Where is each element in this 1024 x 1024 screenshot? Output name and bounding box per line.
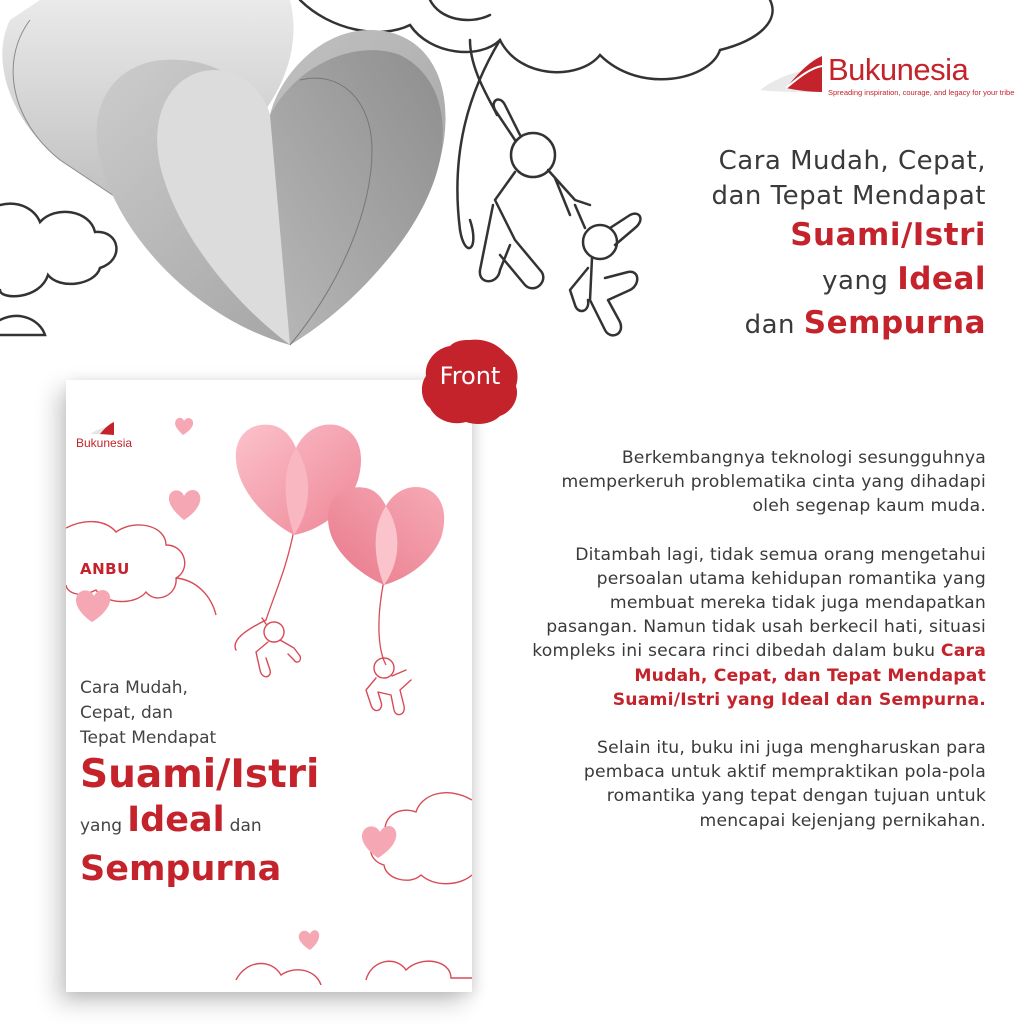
pink-heart-right-icon [362,826,396,858]
headline-yang: yang [822,266,898,296]
book-title-line-3: Tepat Mendapat [80,728,217,748]
book-logo-icon [88,420,116,436]
description-paragraph-2-text: Ditambah lagi, tidak semua orang mengetahui persoalan utama kehidupan romantika yang membuat mereka tidak juga mendapatkan pasangan. Namun tidak usah berkecil hati, situasi kompleks ini secara rinci dibedah dalam buku [532,544,986,662]
book-title-ideal: Ideal [127,800,225,840]
headline-line-1: Cara Mudah, Cepat, [718,146,986,176]
bukunesia-logo-icon [756,48,826,96]
headline-sempurna: Sempurna [803,305,986,341]
description-paragraph-2 [526,543,986,712]
headline [586,144,986,346]
book-description [526,446,986,857]
headline-line-5 [586,302,986,346]
description-paragraph-1: Berkembangnya teknologi sesungguhnya memperkeruh problematika cinta yang dihadapi oleh segenap kaum muda. [561,448,986,517]
pink-heart-left-icon [76,590,110,622]
cloud-outline-left [0,204,116,335]
headline-dan: dan [744,310,804,340]
book-title [80,676,319,891]
book-title-line-5 [80,799,319,847]
book-title-yang: yang [80,816,123,836]
pink-heart-small-icon [169,490,200,520]
book-title-line-1: Cara Mudah, [80,678,188,698]
book-author: ANBU [80,560,130,578]
brand-name: Bukunesia [828,52,969,87]
headline-ideal: Ideal [897,261,986,297]
brand-tagline: Spreading inspiration, courage, and legacy for your tribe [828,88,1015,97]
pink-heart-tiny-icon [175,418,193,435]
description-book-title-highlight: Cara Mudah, Cepat, dan Tepat Mendapat Suami/Istri yang Ideal dan Sempurna. [612,641,986,710]
book-title-suami-istri: Suami/Istri [80,752,320,797]
headline-suami-istri: Suami/Istri [790,217,986,253]
brand-logo [756,48,1015,108]
description-paragraph-3: Selain itu, buku ini juga mengharuskan para pembaca untuk aktif mempraktikan pola-pola romantika yang tepat dengan tujuan untuk mencapai kejenjang pernikahan. [583,738,986,831]
book-publisher-name: Bukunesia [76,436,133,450]
pink-heart-bottom-icon [299,930,319,950]
book-publisher-logo [76,420,132,450]
book-title-sempurna: Sempurna [80,849,282,889]
headline-line-4 [586,258,986,302]
front-label: Front [439,362,501,390]
headline-line-2: dan Tepat Mendapat [711,181,986,211]
headline-line-3 [586,214,986,258]
book-title-line-2: Cepat, dan [80,703,173,723]
book-title-dan: dan [229,816,262,836]
pink-heart-medium-icon [328,487,444,585]
book-cover [66,380,472,992]
front-badge [418,336,522,428]
